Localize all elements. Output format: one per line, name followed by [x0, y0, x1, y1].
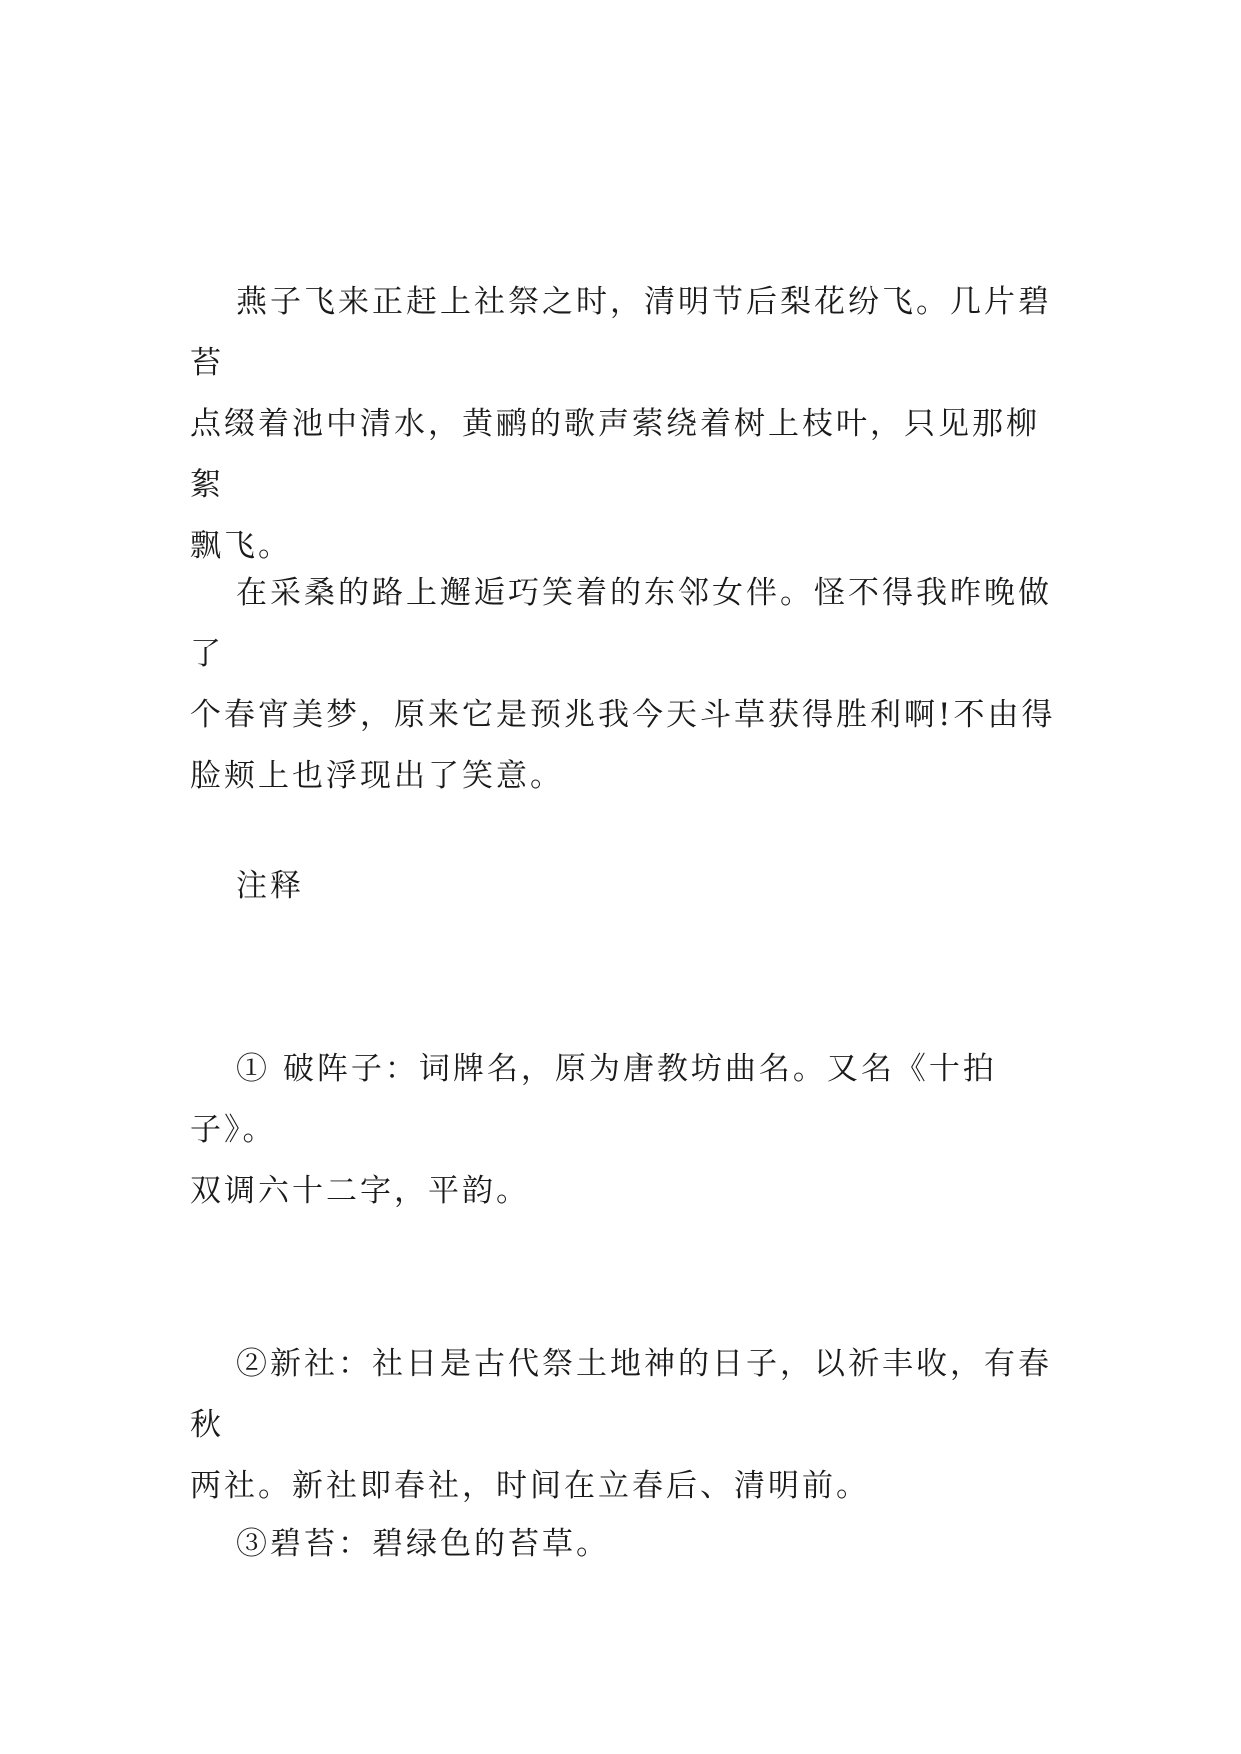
text-line: 点缀着池中清水，黄鹂的歌声萦绕着树上枝叶，只见那柳絮	[190, 406, 1040, 503]
note-3	[190, 1514, 1070, 1575]
note-2	[190, 1334, 1070, 1517]
translation-paragraph-2	[190, 563, 1070, 807]
text-line: 在采桑的路上邂逅巧笑着的东邻女伴。怪不得我昨晚做了	[190, 575, 1052, 672]
text-line: ③碧苔：碧绿色的苔草。	[236, 1526, 610, 1562]
text-line: 燕子飞来正赶上社祭之时，清明节后梨花纷飞。几片碧苔	[190, 284, 1052, 381]
notes-heading	[190, 856, 1070, 917]
text-line: 飘飞。	[190, 528, 292, 564]
text-line: ②新社：社日是古代祭土地神的日子，以祈丰收，有春秋	[190, 1346, 1052, 1443]
translation-paragraph-1	[190, 272, 1070, 577]
note-1	[190, 1039, 1070, 1222]
text-line: 双调六十二字，平韵。	[190, 1173, 530, 1209]
text-line: 注释	[236, 868, 304, 904]
text-line: 两社。新社即春社，时间在立春后、清明前。	[190, 1468, 870, 1504]
text-line: ① 破阵子：词牌名，原为唐教坊曲名。又名《十拍子》。	[190, 1051, 997, 1148]
text-line: 个春宵美梦，原来它是预兆我今天斗草获得胜利啊!不由得	[190, 697, 1056, 733]
text-line: 脸颊上也浮现出了笑意。	[190, 758, 564, 794]
